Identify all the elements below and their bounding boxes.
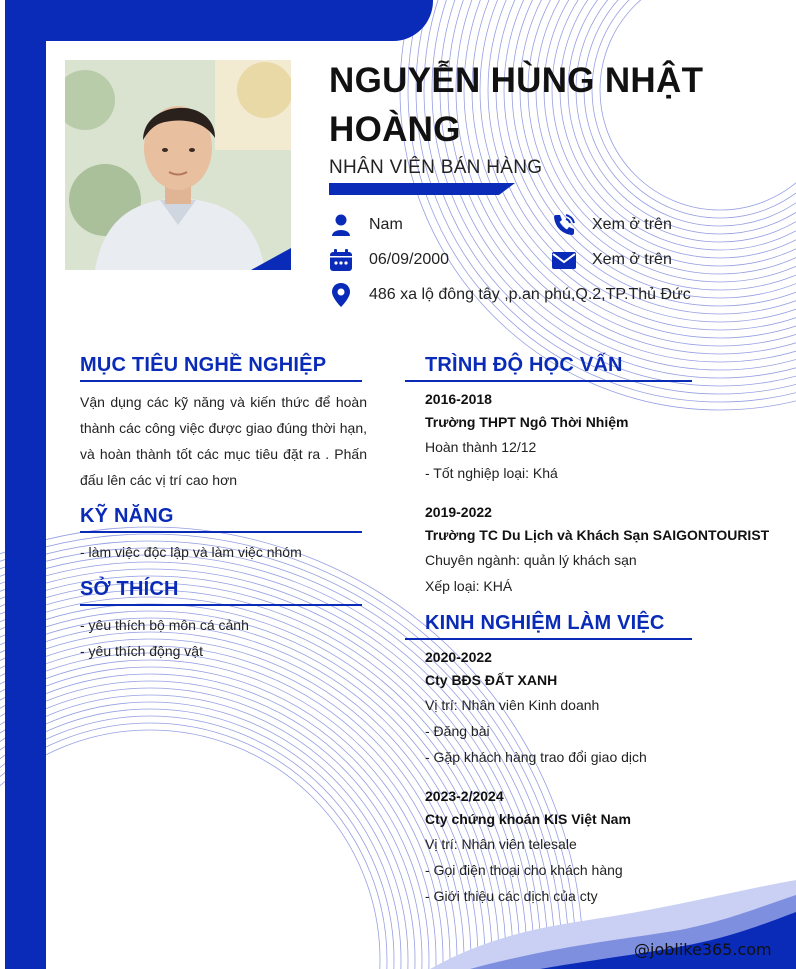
- contact-address: [329, 283, 691, 307]
- left-blue-band: [5, 0, 46, 969]
- skill-item: - làm việc độc lập và làm việc nhóm: [80, 544, 302, 560]
- education-detail: - Tốt nghiệp loại: Khá: [425, 465, 558, 481]
- profile-photo: [65, 60, 291, 270]
- phone-icon: [552, 213, 576, 237]
- experience-detail: - Gọi điện thoại cho khách hàng: [425, 862, 623, 878]
- phone-value: Xem ở trên: [592, 216, 672, 233]
- education-detail: Hoàn thành 12/12: [425, 439, 537, 455]
- contact-birthday: [329, 248, 449, 272]
- education-heading: TRÌNH ĐỘ HỌC VẤN: [425, 354, 623, 376]
- location-pin-icon: [329, 283, 353, 307]
- user-icon: [329, 213, 353, 237]
- education-detail: Xếp loại: KHÁ: [425, 578, 513, 594]
- education-school: Trường THPT Ngô Thời Nhiệm: [425, 414, 629, 430]
- experience-period: 2023-2/2024: [425, 788, 504, 804]
- hobbies-heading: SỞ THÍCH: [80, 578, 179, 600]
- skills-underline: [80, 531, 362, 533]
- envelope-icon: [552, 248, 576, 272]
- contact-email: [552, 248, 672, 272]
- education-school: Trường TC Du Lịch và Khách Sạn SAIGONTOURIST: [425, 527, 770, 543]
- experience-detail: - Gặp khách hàng trao đổi giao dịch: [425, 749, 647, 765]
- experience-company: Cty BĐS ĐẤT XANH: [425, 672, 558, 688]
- hobby-item: - yêu thích bộ môn cá cảnh: [80, 617, 249, 633]
- skills-heading: KỸ NĂNG: [80, 505, 174, 527]
- experience-detail: Vị trí: Nhân viên Kinh doanh: [425, 697, 600, 713]
- email-value: Xem ở trên: [592, 251, 672, 268]
- hobby-item: - yêu thích động vật: [80, 643, 203, 659]
- education-period: 2019-2022: [425, 504, 492, 520]
- job-title: NHÂN VIÊN BÁN HÀNG: [329, 157, 543, 178]
- experience-heading: KINH NGHIỆM LÀM VIỆC: [425, 612, 665, 634]
- gender-value: Nam: [369, 216, 403, 233]
- top-blue-band: [5, 0, 433, 41]
- title-underline-bar: [329, 183, 499, 195]
- title-underline-tip: [499, 183, 515, 195]
- objective-underline: [80, 380, 362, 382]
- experience-company: Cty chứng khoán KIS Việt Nam: [425, 811, 631, 827]
- experience-detail: Vị trí: Nhân viên telesale: [425, 836, 577, 852]
- experience-detail: - Đăng bài: [425, 723, 490, 739]
- experience-period: 2020-2022: [425, 649, 492, 665]
- calendar-icon: [329, 248, 353, 272]
- objective-text: Vận dụng các kỹ năng và kiến thức để hoàn thành các công việc được giao đúng thời hạn, và hoàn thành tốt các mục tiêu đặt ra . Phấn đấu lên các vị trí cao hơn: [80, 394, 367, 488]
- birthday-value: 06/09/2000: [369, 251, 450, 268]
- hobbies-underline: [80, 604, 362, 606]
- education-detail: Chuyên ngành: quản lý khách sạn: [425, 552, 637, 568]
- experience-underline: [405, 638, 692, 640]
- objective-heading: MỤC TIÊU NGHỀ NGHIỆP: [80, 354, 327, 376]
- contact-phone: [552, 213, 672, 237]
- education-underline: [405, 380, 692, 382]
- address-value: 486 xa lộ đông tây ,p.an phú,Q.2,TP.Thủ Đức: [369, 286, 691, 303]
- contact-gender: [329, 213, 403, 237]
- experience-detail: - Giới thiệu các dịch của cty: [425, 888, 598, 904]
- candidate-name: NGUYỄN HÙNG NHẬT HOÀNG: [329, 61, 704, 149]
- watermark: @joblike365.com: [634, 940, 772, 959]
- education-period: 2016-2018: [425, 391, 492, 407]
